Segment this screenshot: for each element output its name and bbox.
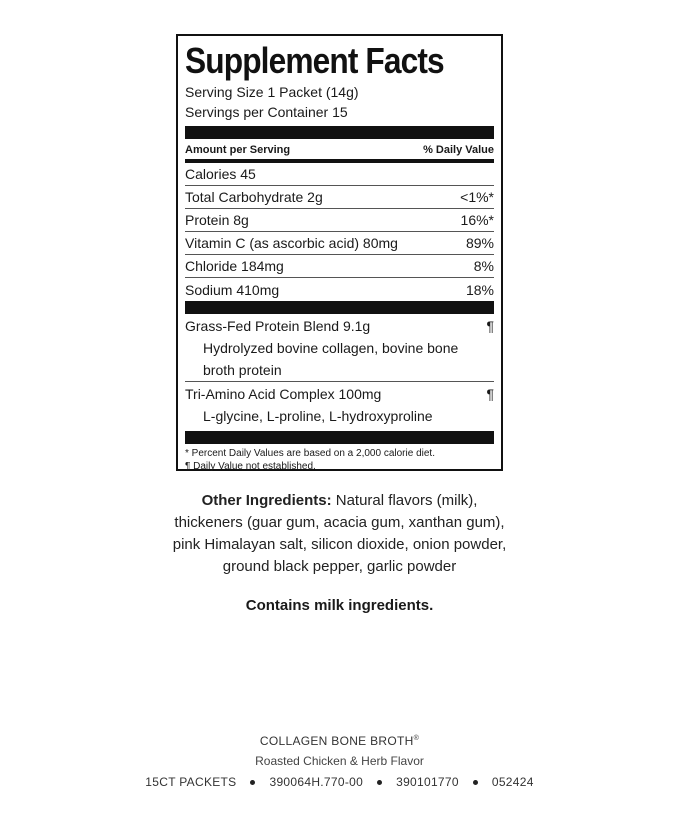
product-info: [0, 730, 679, 791]
nutrient-name: Protein 8g: [185, 212, 249, 228]
nutrient-name: Calories 45: [185, 166, 256, 182]
blend-ingredients-line: Hydrolyzed bovine collagen, bovine bone: [203, 340, 459, 356]
serving-size: Serving Size 1 Packet (14g): [185, 84, 359, 100]
other-ingredients-text: pink Himalayan salt, silicon dioxide, onion powder,: [172, 536, 507, 553]
product-name-line: [0, 730, 679, 750]
bullet-icon: [377, 780, 382, 785]
other-ingredients-text: Natural flavors (milk),: [335, 492, 478, 509]
supplement-facts-panel: [176, 34, 503, 471]
daily-value-label: % Daily Value: [423, 144, 494, 156]
facts-title: Supplement Facts: [185, 40, 444, 81]
nutrient-name: Chloride 184mg: [185, 258, 284, 274]
blend-row: [185, 314, 494, 337]
blend-name: Grass-Fed Protein Blend 9.1g: [185, 317, 371, 334]
product-codes: [0, 773, 679, 791]
servings-per-container: Servings per Container 15: [185, 104, 348, 120]
blend-dv: ¶: [486, 317, 494, 334]
footnotes: [185, 444, 494, 473]
other-ingredients-text: ground black pepper, garlic powder: [222, 558, 457, 575]
divider-bar: [185, 431, 494, 444]
nutrient-row: [185, 278, 494, 301]
product-code: 390064H.770-00: [269, 775, 364, 789]
nutrient-name: Sodium 410mg: [185, 281, 280, 298]
product-code: 390101770: [396, 775, 459, 789]
product-flavor: Roasted Chicken & Herb Flavor: [255, 754, 424, 768]
divider-bar: [185, 301, 494, 314]
nutrient-row: [185, 255, 494, 278]
nutrient-dv: 16%*: [460, 212, 494, 228]
registered-mark: ®: [413, 735, 420, 742]
other-ingredients: [150, 490, 529, 578]
nutrient-dv: 8%: [473, 258, 494, 274]
nutrient-row: [185, 186, 494, 209]
nutrient-row: [185, 163, 494, 186]
blend-ingredients-line: broth protein: [203, 362, 282, 378]
blend-ingredients: [185, 337, 494, 382]
nutrient-row: [185, 209, 494, 232]
other-ingredients-text: thickeners (guar gum, acacia gum, xanthan gum),: [174, 514, 505, 531]
amount-header: [185, 139, 494, 159]
nutrient-name: Vitamin C (as ascorbic acid) 80mg: [185, 235, 398, 251]
other-ingredients-label: Other Ingredients:: [201, 492, 332, 509]
footnote-daily-values: * Percent Daily Values are based on a 2,000 calorie diet.: [185, 448, 435, 459]
nutrient-dv: 89%: [465, 235, 494, 251]
nutrient-name: Total Carbohydrate 2g: [185, 189, 323, 205]
nutrient-dv: 18%: [465, 281, 494, 298]
nutrient-dv: <1%*: [460, 189, 494, 205]
footnote-not-established: ¶ Daily Value not established.: [185, 461, 316, 472]
blend-row: [185, 382, 494, 405]
blend-ingredients-line: L-glycine, L-proline, L-hydroxyproline: [203, 408, 433, 424]
bullet-icon: [473, 780, 478, 785]
product-code: 052424: [491, 775, 534, 789]
blend-ingredients: [185, 405, 494, 427]
blend-dv: ¶: [486, 385, 494, 402]
nutrient-row: [185, 232, 494, 255]
amount-per-serving-label: Amount per Serving: [185, 144, 291, 156]
packet-count: 15CT PACKETS: [145, 775, 237, 789]
divider-bar: [185, 126, 494, 139]
product-name: COLLAGEN BONE BROTH: [259, 734, 414, 748]
bullet-icon: [250, 780, 255, 785]
allergen-statement: Contains milk ingredients.: [245, 597, 434, 614]
blend-name: Tri-Amino Acid Complex 100mg: [185, 385, 382, 402]
